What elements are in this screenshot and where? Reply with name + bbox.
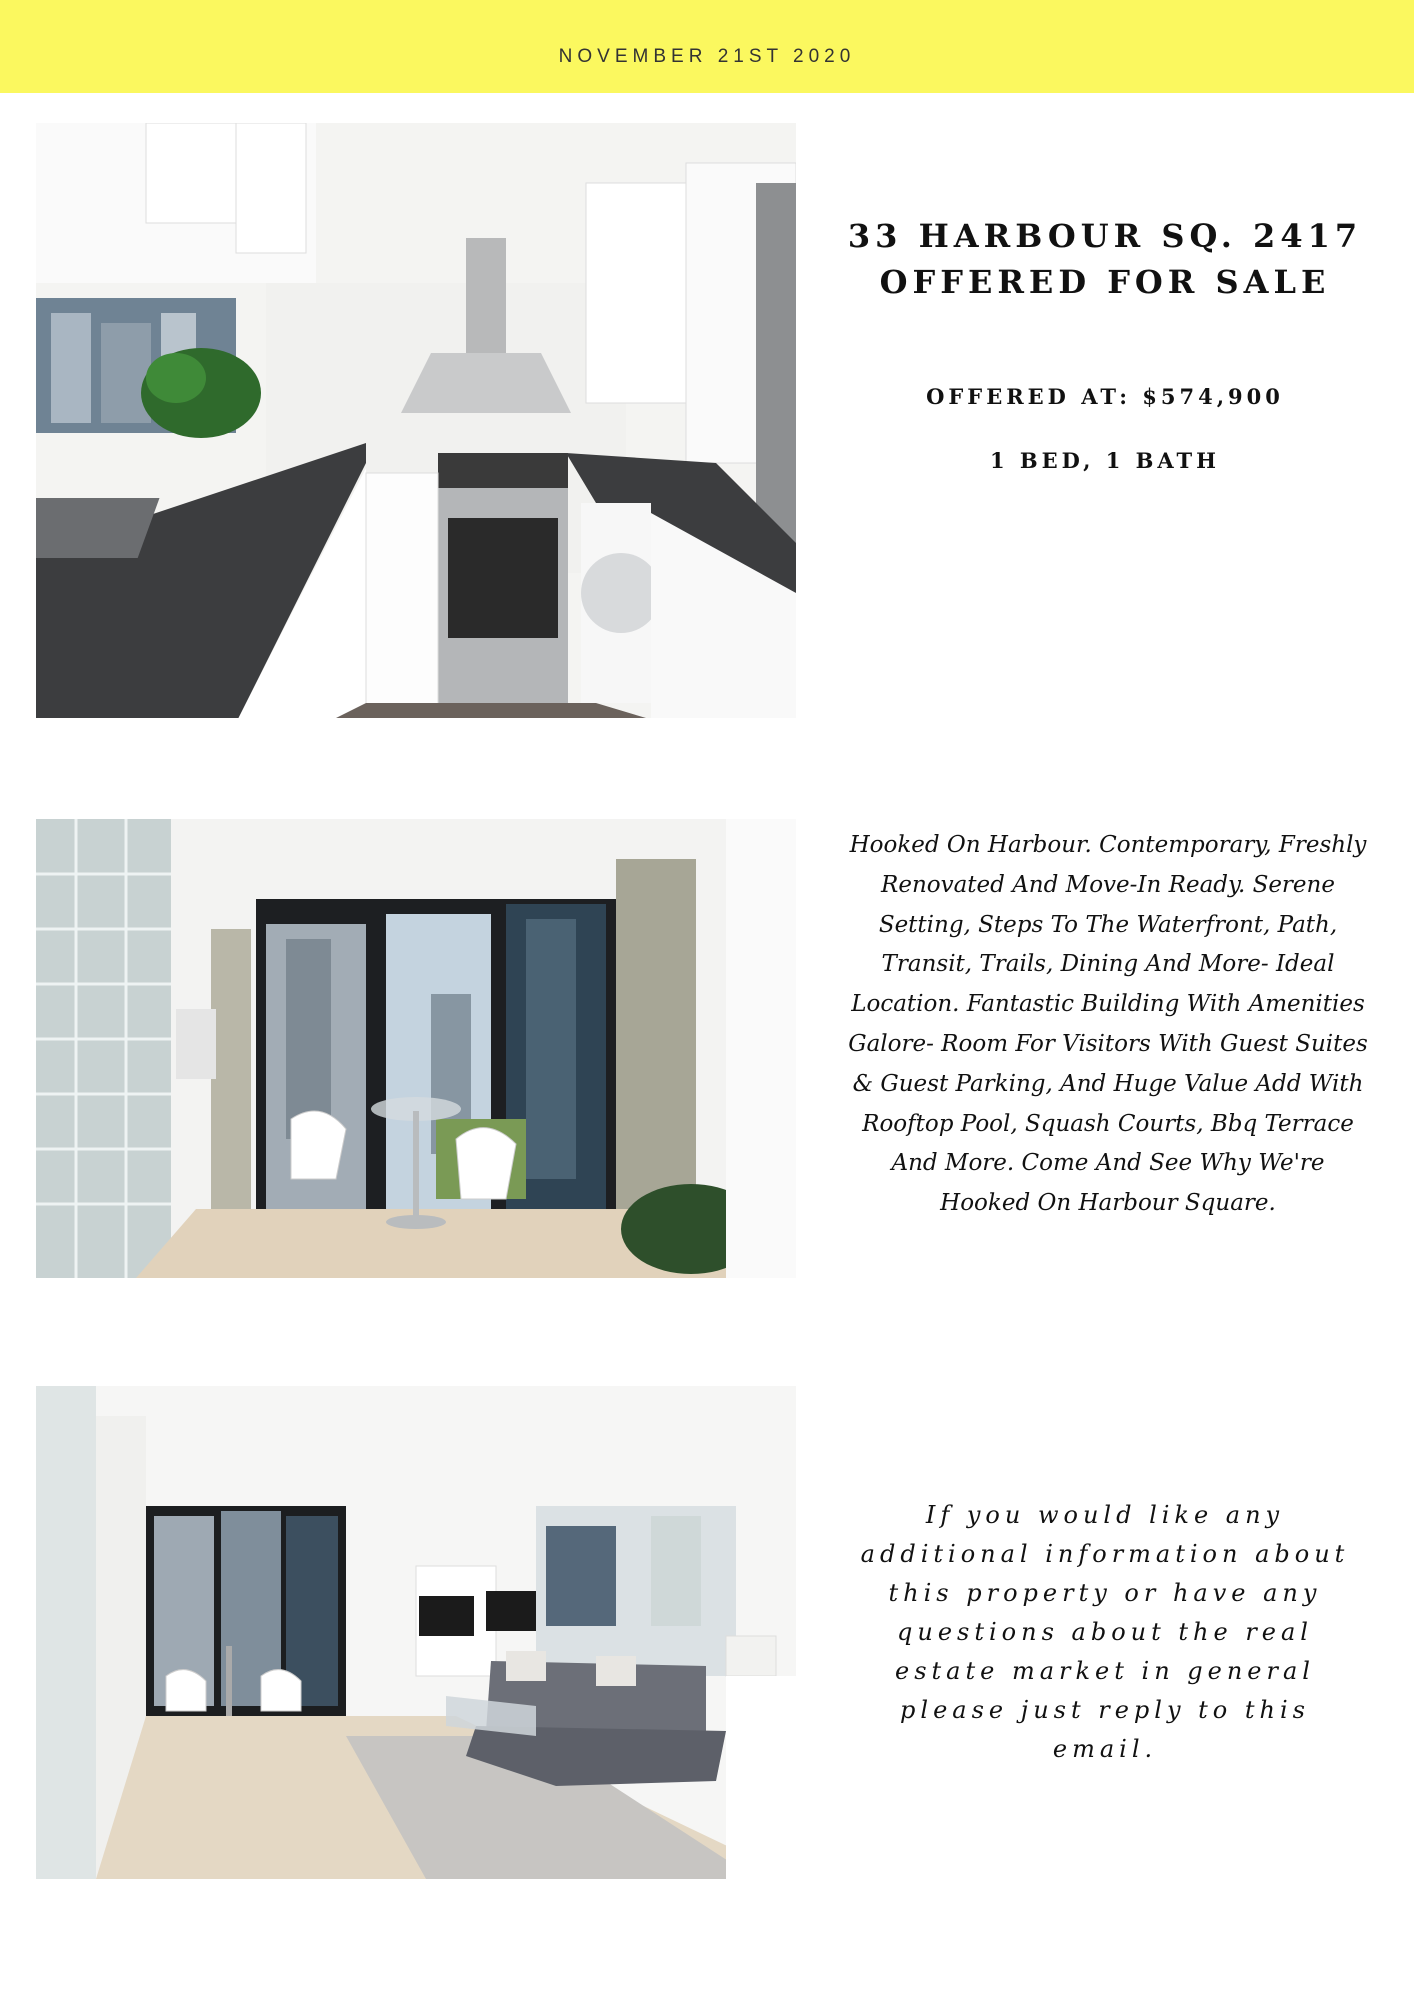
listing-beds-baths: 1 BED, 1 BATH bbox=[989, 448, 1221, 473]
listing-price: OFFERED AT: $574,900 bbox=[926, 384, 1284, 409]
top-banner bbox=[0, 0, 1414, 93]
newsletter-date: NOVEMBER 21ST 2020 bbox=[558, 46, 856, 67]
property-description: Hooked On Harbour. Contemporary, Freshly Renovated And Move-In Ready. Serene Setting, Steps To The Waterfront, Path, Transit, Trails, Dining And More- Ideal Location. Fantastic Building With Amenities Galore- Room For Visitors With Guest Suites & Guest Parking, And Huge Value Add With Rooftop Pool, Squash Courts, Bbq Terrace And More. Come And See Why We're Hooked On Harbour Square. bbox=[848, 832, 1368, 1217]
listing-title bbox=[830, 213, 1380, 305]
listing-status: OFFERED FOR SALE bbox=[879, 263, 1331, 301]
listing-address: 33 HARBOUR SQ. 2417 bbox=[847, 217, 1363, 255]
dining-room-photo bbox=[36, 819, 796, 1278]
living-room-photo bbox=[36, 1386, 796, 1879]
kitchen-photo bbox=[36, 123, 796, 718]
contact-message: If you would like any additional information about this property or have any questions about the real estate market in general please just reply to this email. bbox=[860, 1501, 1350, 1763]
